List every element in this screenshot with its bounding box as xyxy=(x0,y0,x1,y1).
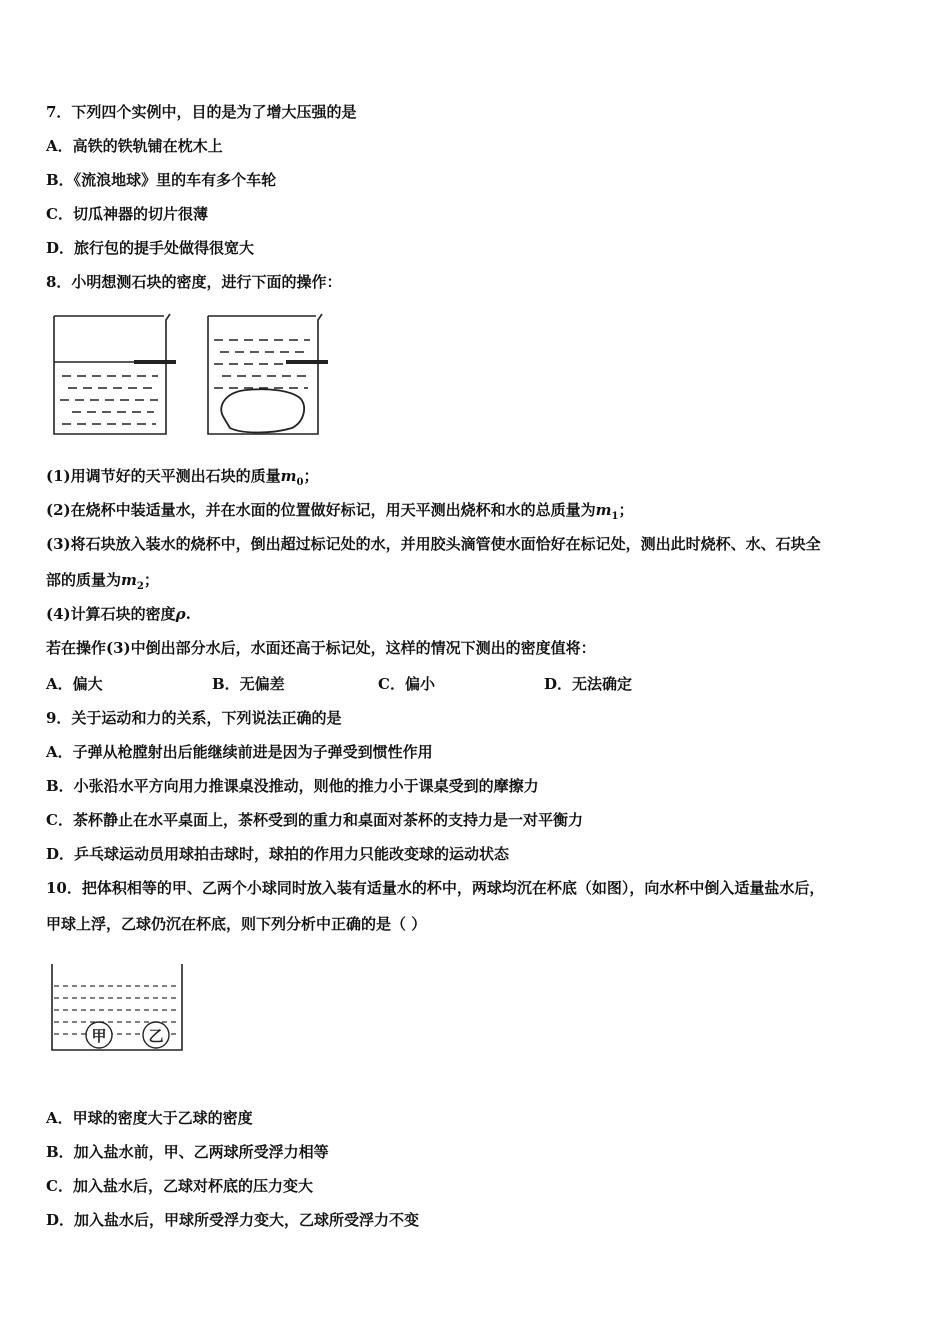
q10-option-c: C．加入盐水后，乙球对杯底的压力变大 xyxy=(46,1177,313,1195)
q10-stem-line-2: 甲球上浮，乙球仍沉在杯底，则下列分析中正确的是（ ） xyxy=(46,915,427,933)
q9-option-c: C．茶杯静止在水平桌面上，茶杯受到的重力和桌面对茶杯的支持力是一对平衡力 xyxy=(46,811,583,829)
q8-step-2: (2)在烧杯中装适量水，并在水面的位置做好标记，用天平测出烧杯和水的总质量为$m_1$； xyxy=(46,501,634,522)
beaker-water-only xyxy=(54,314,176,434)
beaker-figure-pair xyxy=(46,310,336,440)
q10-option-a: A．甲球的密度大于乙球的密度 xyxy=(46,1109,253,1127)
q8-step-4: (4)计算石块的密度ρ. xyxy=(46,605,191,623)
q8-step-3-continued: 部的质量为$m_2$； xyxy=(46,571,159,592)
q9-option-a: A．子弹从枪膛射出后能继续前进是因为子弹受到惯性作用 xyxy=(46,743,433,761)
q10-option-d: D．加入盐水后，甲球所受浮力变大，乙球所受浮力不变 xyxy=(46,1211,420,1229)
q9-option-b: B．小张沿水平方向用力推课桌没推动，则他的推力小于课桌受到的摩擦力 xyxy=(46,777,539,795)
stone-shape xyxy=(221,389,304,432)
beaker-with-stone xyxy=(208,314,328,434)
q9-stem: 9．关于运动和力的关系，下列说法正确的是 xyxy=(46,709,342,727)
q7-option-c: C．切瓜神器的切片很薄 xyxy=(46,205,208,223)
cup-with-balls-figure xyxy=(44,958,189,1058)
q8-option-c: C．偏小 xyxy=(378,675,435,693)
q10-option-b: B．加入盐水前，甲、乙两球所受浮力相等 xyxy=(46,1143,329,1161)
q8-stem: 8．小明想测石块的密度，进行下面的操作： xyxy=(46,273,342,291)
q7-stem: 7．下列四个实例中，目的是为了增大压强的是 xyxy=(46,103,357,121)
q8-step-3: (3)将石块放入装水的烧杯中，倒出超过标记处的水，并用胶头滴管使水面恰好在标记处，测出此时烧杯、水、石块全 xyxy=(46,535,821,553)
ball-jia xyxy=(86,1022,112,1048)
q10-stem-line-1: 10．把体积相等的甲、乙两个小球同时放入装有适量水的杯中，两球均沉在杯底（如图），向水杯中倒入适量盐水后， xyxy=(46,879,825,897)
q7-option-d: D．旅行包的提手处做得很宽大 xyxy=(46,239,255,257)
ball-yi xyxy=(143,1022,169,1048)
q9-option-d: D．乒乓球运动员用球拍击球时，球拍的作用力只能改变球的运动状态 xyxy=(46,845,510,863)
svg-text:乙: 乙 xyxy=(148,1027,164,1045)
svg-text:甲: 甲 xyxy=(91,1027,107,1045)
q8-option-d: D．无法确定 xyxy=(544,675,633,693)
q8-option-b: B．无偏差 xyxy=(212,675,285,693)
q7-option-a: A．高铁的铁轨铺在枕木上 xyxy=(46,137,223,155)
q8-option-a: A．偏大 xyxy=(46,675,103,693)
q8-question: 若在操作(3)中倒出部分水后，水面还高于标记处，这样的情况下测出的密度值将： xyxy=(46,639,596,657)
q7-option-b: B．《流浪地球》里的车有多个车轮 xyxy=(46,171,277,189)
q8-step-1: (1)用调节好的天平测出石块的质量$m_0$； xyxy=(46,467,319,488)
